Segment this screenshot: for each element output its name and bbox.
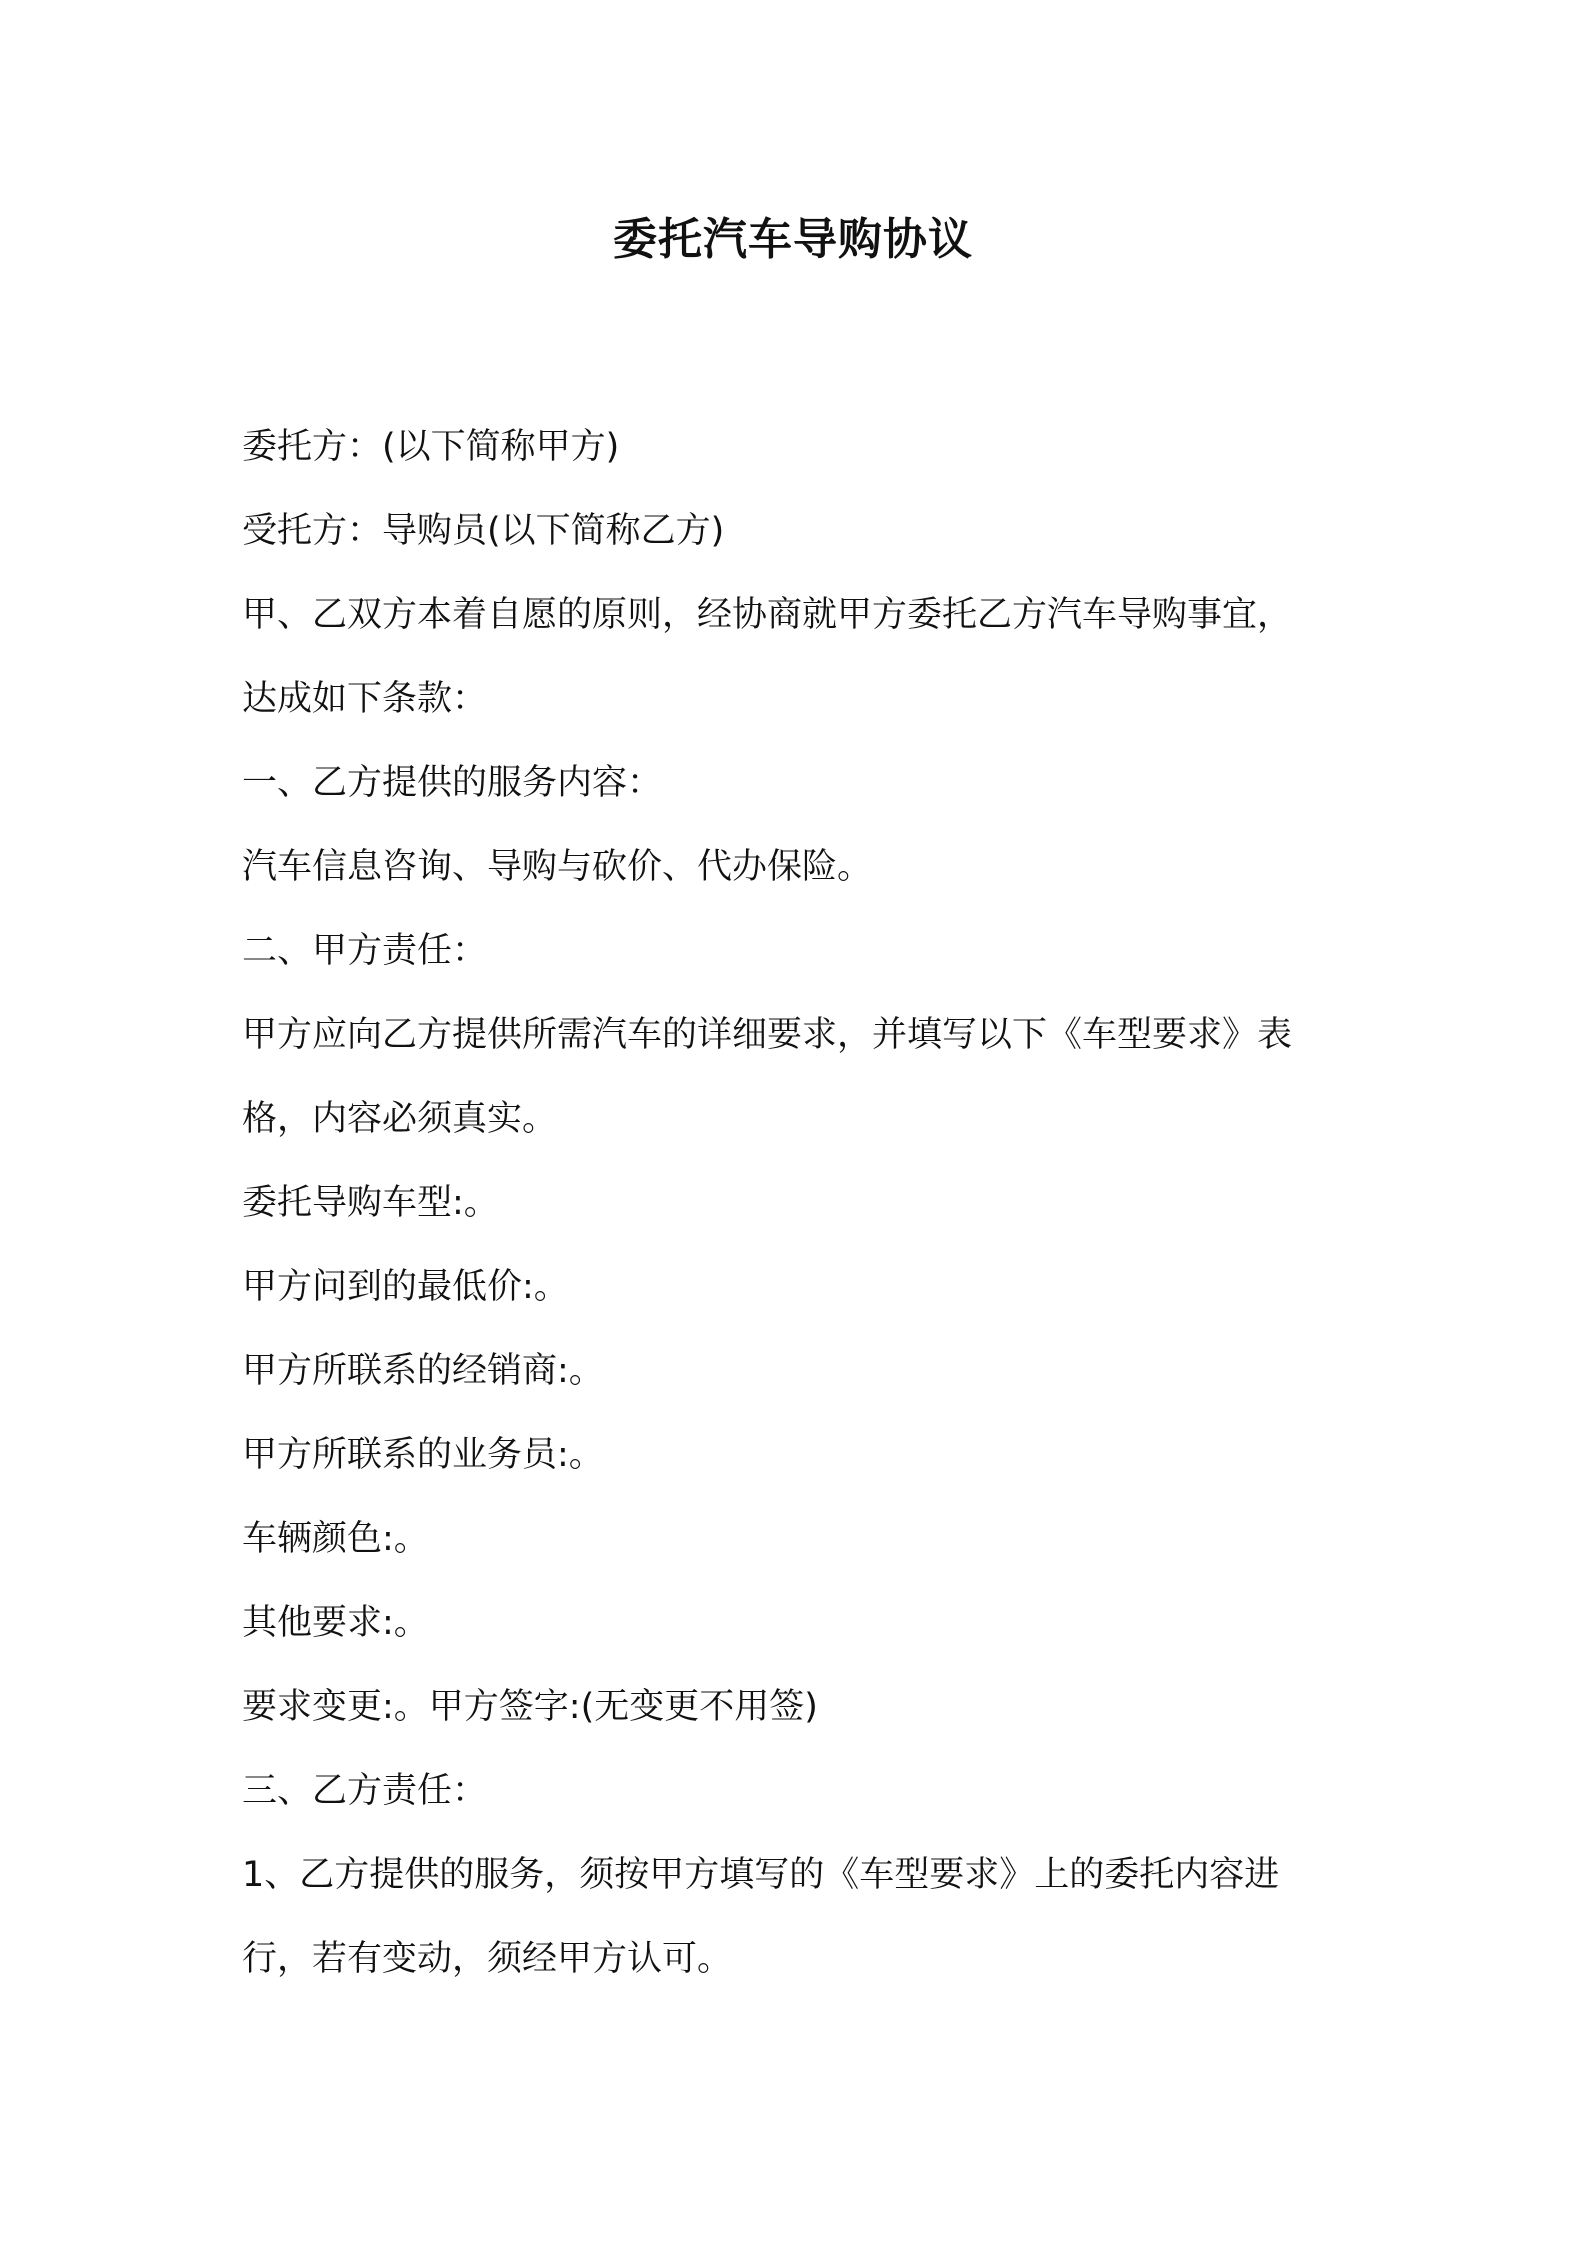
preamble-line-1: 甲、乙双方本着自愿的原则，经协商就甲方委托乙方汽车导购事宜， [242, 595, 1293, 635]
section-2-heading: 二、甲方责任： [242, 931, 488, 971]
section-2-text-2: 格，内容必须真实。 [242, 1099, 558, 1139]
document-title: 委托汽车导购协议 [613, 214, 973, 265]
party-a-line: 委托方：(以下简称甲方) [242, 427, 620, 467]
field-other: 其他要求:。 [242, 1603, 429, 1643]
document-body [242, 405, 1362, 2001]
field-salesperson: 甲方所联系的业务员:。 [242, 1435, 604, 1475]
section-3-item-1-line-2: 行，若有变动，须经甲方认可。 [242, 1939, 733, 1979]
party-b-line: 受托方：导购员(以下简称乙方) [242, 511, 725, 551]
preamble-line-2: 达成如下条款： [242, 679, 488, 719]
field-car-model: 委托导购车型:。 [242, 1183, 499, 1223]
section-3-item-1-line-1: 1、乙方提供的服务，须按甲方填写的《车型要求》上的委托内容进 [242, 1855, 1280, 1895]
section-1-text: 汽车信息咨询、导购与砍价、代办保险。 [242, 847, 873, 887]
field-dealer: 甲方所联系的经销商:。 [242, 1351, 604, 1391]
field-lowest-price: 甲方问到的最低价:。 [242, 1267, 569, 1307]
field-change-signature: 要求变更:。甲方签字:(无变更不用签) [242, 1687, 818, 1727]
section-3-heading: 三、乙方责任： [242, 1771, 488, 1811]
section-2-text-1: 甲方应向乙方提供所需汽车的详细要求，并填写以下《车型要求》表 [242, 1015, 1293, 1055]
section-1-heading: 一、乙方提供的服务内容： [242, 763, 663, 803]
field-color: 车辆颜色:。 [242, 1519, 429, 1559]
